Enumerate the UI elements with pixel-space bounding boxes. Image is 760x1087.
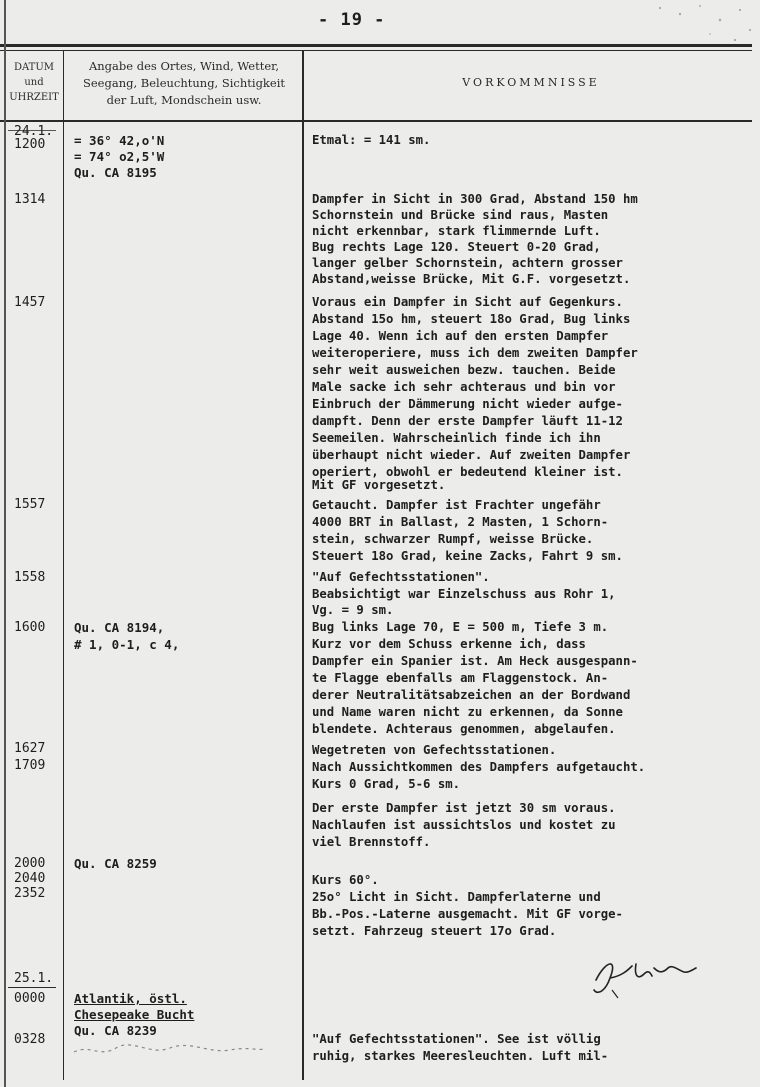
event-line: Abstand 15o hm, steuert 18o Grad, Bug links <box>312 312 631 326</box>
event-line: Bb.-Pos.-Laterne ausgemacht. Mit GF vorge- <box>312 907 623 921</box>
time-label: 2352 <box>14 886 46 901</box>
event-line: Abstand,weisse Brücke, Mit G.F. vorgesetzt. <box>312 272 631 286</box>
event-line: Dampfer ein Spanier ist. Am Heck ausgespann- <box>312 654 638 668</box>
event-line: Wegetreten von Gefechtsstationen. <box>312 743 557 757</box>
header-date-line: und <box>24 77 44 88</box>
event-line: operiert, obwohl er bedeutend kleiner ist. <box>312 465 623 479</box>
grid-square-line: Qu. CA 8239 <box>74 1023 157 1038</box>
event-line: langer gelber Schornstein, achtern grosser <box>312 256 623 270</box>
paper-speckle <box>640 0 760 50</box>
event-line: Vg. = 9 sm. <box>312 603 394 617</box>
event-line: Getaucht. Dampfer ist Frachter ungefähr <box>312 498 601 512</box>
header-bottom-rule <box>0 120 752 122</box>
event-line: Lage 40. Wenn ich auf den ersten Dampfer <box>312 329 609 343</box>
event-line: sehr weit ausweichen bezw. tauchen. Beide <box>312 363 616 377</box>
event-line: "Auf Gefechtsstationen". <box>312 570 490 584</box>
event-line: Voraus ein Dampfer in Sicht auf Gegenkurs. <box>312 295 623 309</box>
event-line: Dampfer in Sicht in 300 Grad, Abstand 150 hm <box>312 192 638 206</box>
event-line: te Flagge ebenfalls am Flaggenstock. An- <box>312 671 609 685</box>
event-line: Nachlaufen ist aussichtslos und kostet zu <box>312 818 616 832</box>
header-place-column <box>66 58 302 109</box>
time-label: 1709 <box>14 758 46 773</box>
event-line: Mit GF vorgesetzt. <box>312 478 446 492</box>
header-date-line: DATUM <box>13 62 55 73</box>
area-line: Chesepeake Bucht <box>74 1007 195 1022</box>
area-line: Atlantik, östl. <box>74 991 187 1006</box>
event-line: Steuert 18o Grad, keine Zacks, Fahrt 9 sm. <box>312 549 623 563</box>
top-double-rule-2 <box>0 50 752 51</box>
event-line: ruhig, starkes Meeresleuchten. Luft mil- <box>312 1049 609 1063</box>
divider-date-place <box>63 50 64 1080</box>
latitude-line: = 36° 42,o'N <box>74 133 165 148</box>
event-line: setzt. Fahrzeug steuert 17o Grad. <box>312 924 557 938</box>
event-line: Bug links Lage 70, E = 500 m, Tiefe 3 m. <box>312 620 609 634</box>
event-line: "Auf Gefechtsstationen". See ist völlig <box>312 1032 601 1046</box>
event-line: 25o° Licht in Sicht. Dampferlaterne und <box>312 890 601 904</box>
event-line: Etmal: = 141 sm. <box>312 133 431 147</box>
date-underline-25 <box>8 987 56 988</box>
date-label: 24.1. <box>14 124 54 139</box>
handwritten-signature <box>588 950 708 1000</box>
event-line: und Name waren nicht zu erkennen, da Sonne <box>312 705 623 719</box>
event-line: Kurs 60°. <box>312 873 379 887</box>
time-label: 1557 <box>14 497 46 512</box>
event-line: Male sacke ich sehr achteraus und bin vor <box>312 380 616 394</box>
header-place-line: Angabe des Ortes, Wind, Wetter, <box>88 59 280 73</box>
event-line: dampft. Denn der erste Dampfer läuft 11-12 <box>312 414 623 428</box>
time-label: 1457 <box>14 295 46 310</box>
header-place-line: der Luft, Mondschein usw. <box>106 93 262 107</box>
time-label: 1200 <box>14 137 46 152</box>
event-line: weiteroperiere, muss ich dem zweiten Dampfer <box>312 346 638 360</box>
event-line: derer Neutralitätsabzeichen an der Bordwand <box>312 688 631 702</box>
header-place-line: Seegang, Beleuchtung, Sichtigkeit <box>82 76 286 90</box>
torpedo-note-line: # 1, 0-1, c 4, <box>74 637 180 652</box>
time-label: 0000 <box>14 991 46 1006</box>
event-line: Seemeilen. Wahrscheinlich finde ich ihn <box>312 431 601 445</box>
grid-square-line: Qu. CA 8194, <box>74 620 165 635</box>
ink-smudge <box>70 1038 270 1062</box>
date-label: 25.1. <box>14 971 54 986</box>
event-line: Bug rechts Lage 120. Steuert 0-20 Grad, <box>312 240 601 254</box>
event-line: Kurs 0 Grad, 5-6 sm. <box>312 777 461 791</box>
event-line: viel Brennstoff. <box>312 835 431 849</box>
event-line: überhaupt nicht wieder. Auf zweiten Dampfer <box>312 448 631 462</box>
header-events-column: VORKOMMNISSE <box>462 76 600 89</box>
time-label: 1314 <box>14 192 46 207</box>
time-label: 2000 <box>14 856 46 871</box>
time-label: 1600 <box>14 620 46 635</box>
event-line: blendete. Achteraus genommen, abgelaufen. <box>312 722 616 736</box>
time-label: 1627 <box>14 741 46 756</box>
header-date-line: UHRZEIT <box>9 92 59 103</box>
event-line: nicht erkennbar, stark flimmernde Luft. <box>312 224 601 238</box>
longitude-line: = 74° o2,5'W <box>74 149 165 164</box>
event-line: Kurz vor dem Schuss erkenne ich, dass <box>312 637 586 651</box>
grid-square-line: Qu. CA 8259 <box>74 856 157 871</box>
event-line: 4000 BRT in Ballast, 2 Masten, 1 Schorn- <box>312 515 609 529</box>
event-line: Beabsichtigt war Einzelschuss aus Rohr 1, <box>312 587 616 601</box>
grid-square-line: Qu. CA 8195 <box>74 165 157 180</box>
event-line: Nach Aussichtkommen des Dampfers aufgetaucht. <box>312 760 646 774</box>
event-line: Einbruch der Dämmerung nicht wieder aufge- <box>312 397 623 411</box>
event-line: Der erste Dampfer ist jetzt 30 sm voraus. <box>312 801 616 815</box>
time-label: 2040 <box>14 871 46 886</box>
time-label: 0328 <box>14 1032 46 1047</box>
left-margin-rule <box>4 0 6 1087</box>
page-number: - 19 - <box>318 10 386 30</box>
event-line: stein, schwarzer Rumpf, weisse Brücke. <box>312 532 594 546</box>
header-date-column <box>6 60 62 105</box>
time-label: 1558 <box>14 570 46 585</box>
event-line: Schornstein und Brücke sind raus, Masten <box>312 208 609 222</box>
divider-place-events <box>302 50 304 1080</box>
